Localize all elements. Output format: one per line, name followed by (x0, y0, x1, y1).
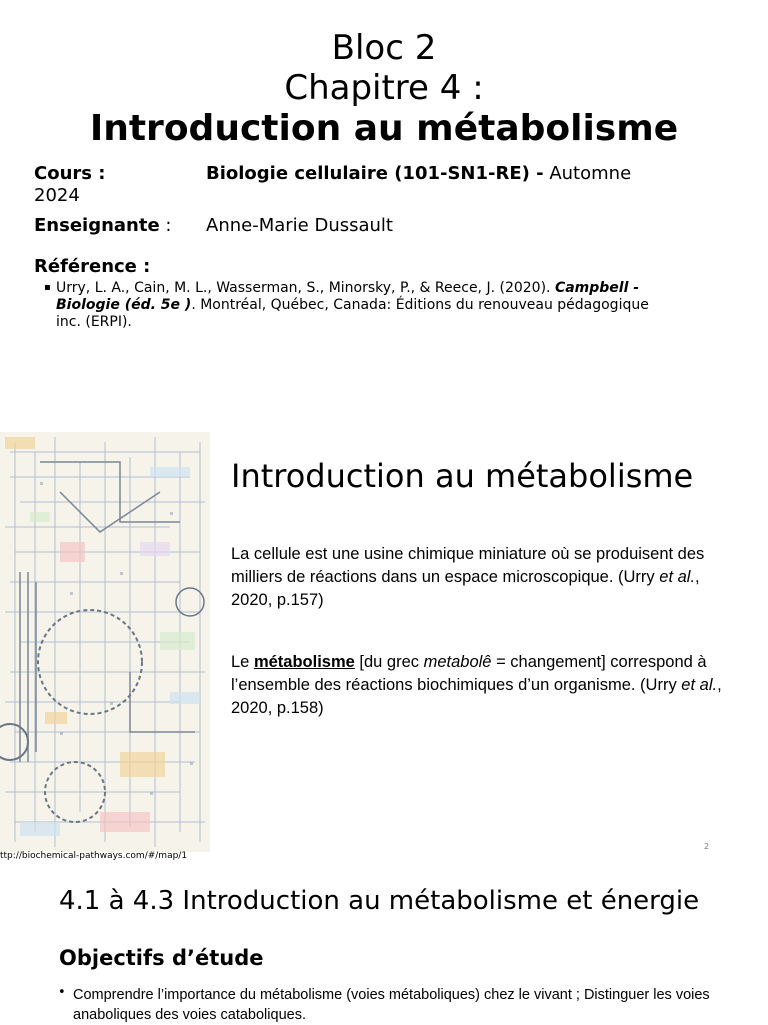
course-year: 2024 (34, 185, 80, 206)
chapter-title-block (0, 28, 768, 150)
para2-end: , 2020, p.158) (231, 676, 722, 717)
reference-book-title: Campbell - Biologie (éd. 5e ) (56, 280, 640, 313)
section-title: 4.1 à 4.3 Introduction au métabolisme et énergie (59, 886, 700, 916)
course-info (34, 163, 694, 184)
para2-le: Le (231, 653, 254, 671)
slide-number: 2 (704, 842, 710, 851)
para2-rest: = changement] correspond à l’ensemble des réactions biochimiques d’un organisme. (Urry (231, 653, 707, 694)
reference-citation (56, 280, 676, 331)
chapter-title: Introduction au métabolisme (89, 108, 679, 149)
paragraph-metabolism-definition (231, 651, 731, 720)
slide-title: Introduction au métabolisme (231, 457, 694, 495)
para2-grec: [du grec (354, 653, 424, 671)
objectives-heading: Objectifs d’étude (59, 946, 264, 970)
objective-bullet: • (58, 985, 66, 1000)
teacher-name: Anne-Marie Dussault (206, 215, 393, 236)
paragraph-cell-factory (231, 543, 731, 612)
teacher-label: Enseignante (34, 215, 160, 236)
para2-etal: et al. (681, 676, 718, 694)
chapter-number: Chapitre 4 : (284, 68, 484, 108)
reference-authors: Urry, L. A., Cain, M. L., Wasserman, S., Minorsky, P., & Reece, J. (2020). (56, 280, 555, 296)
reference-publisher: . Montréal, Québec, Canada: Éditions du renouveau pédagogique inc. (ERPI). (56, 297, 649, 330)
course-name-text: Biologie cellulaire (101-SN1-RE) - (206, 163, 544, 184)
para1-etal: et al. (659, 568, 696, 586)
course-term: Automne (543, 163, 632, 184)
objective-item: Comprendre l’importance du métabolisme (voies métaboliques) chez le vivant ; Distinguer les voies anaboliques des voies cataboliques. (73, 987, 710, 1023)
reference-label: Référence : (34, 256, 151, 277)
bloc-title: Bloc 2 (331, 28, 437, 68)
para1-end: , 2020, p.157) (231, 568, 700, 609)
para1-text: La cellule est une usine chimique miniature où se produisent des milliers de réactions dans un espace microscopique. (Urry (231, 545, 705, 586)
teacher-info (34, 215, 694, 236)
para2-word: metabolê (423, 653, 492, 671)
map-source-caption: ttp://biochemical-pathways.com/#/map/1 (0, 851, 188, 861)
metabolism-term: métabolisme (253, 653, 355, 671)
metabolic-pathways-map-image (0, 432, 210, 852)
course-name (206, 163, 631, 184)
teacher-colon: : (159, 215, 172, 236)
reference-bullet: ▪ (44, 282, 51, 293)
course-label: Cours : (34, 163, 106, 184)
